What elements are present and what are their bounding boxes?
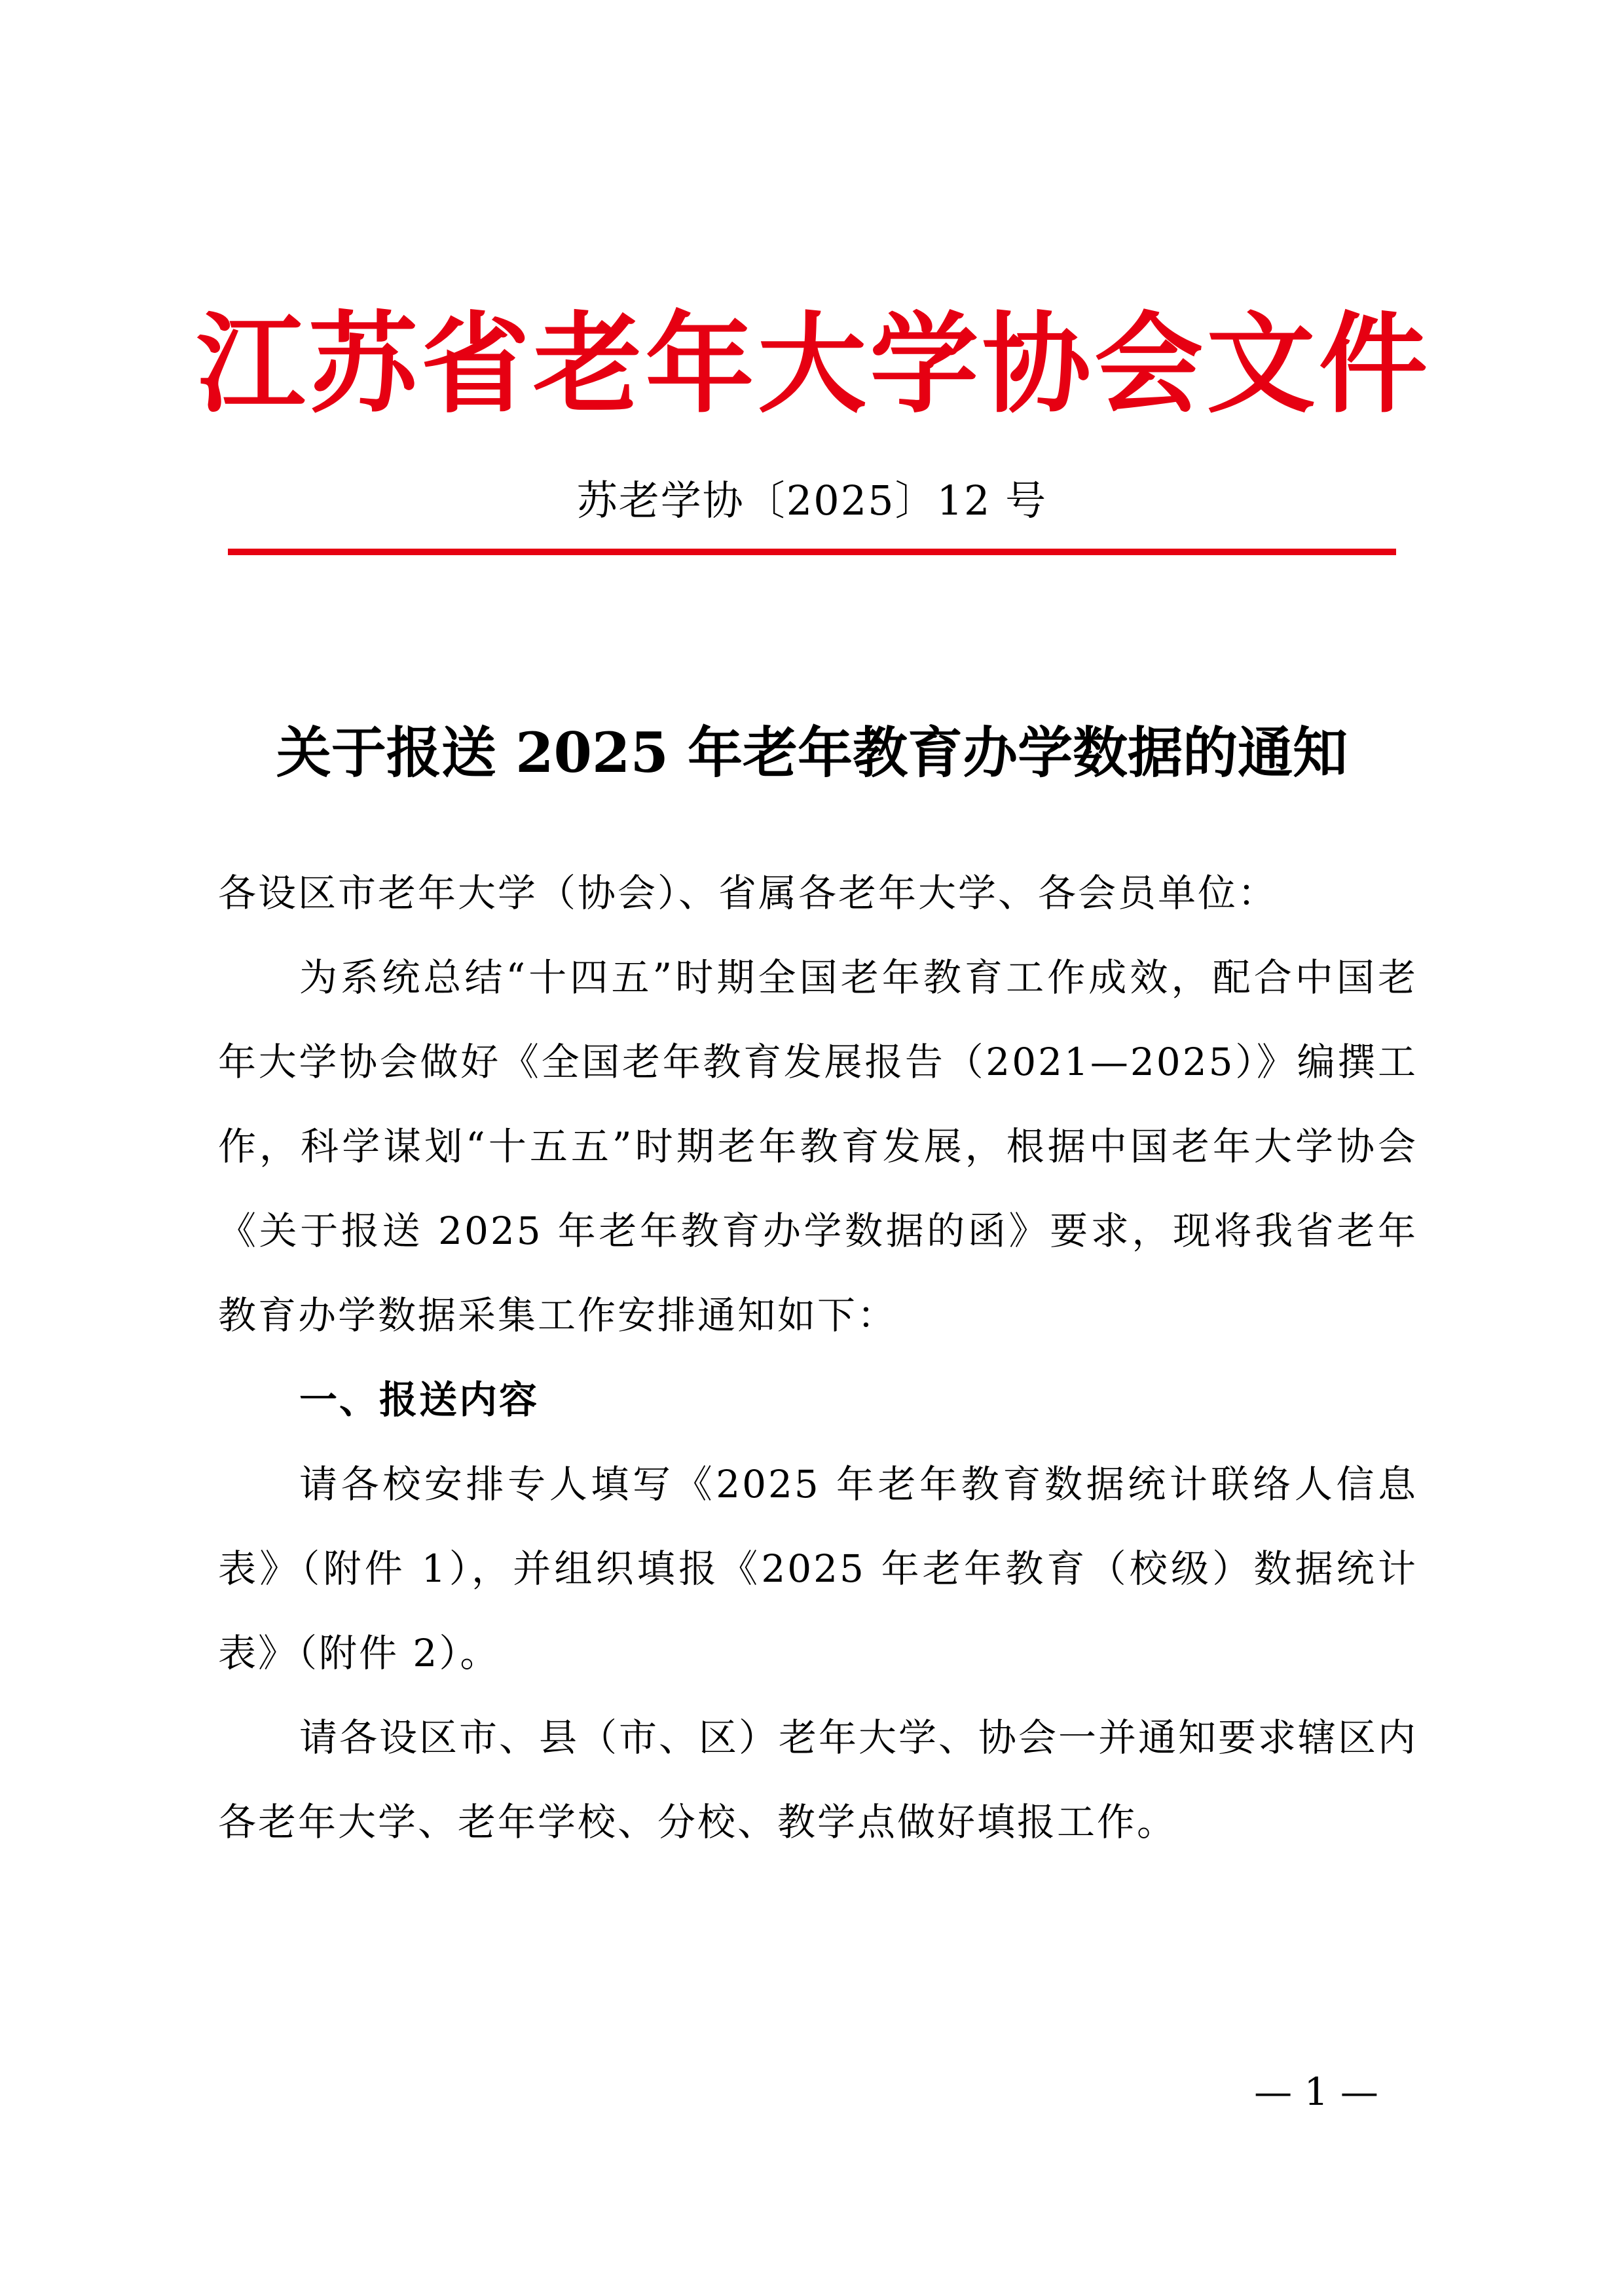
masthead-char: 苏 [308,301,418,428]
salutation: 各设区市老年大学（协会）、省属各老年大学、各会员单位： [218,871,1278,915]
masthead-char: 江 [196,301,305,428]
document-title: 关于报送 2025 年老年教育办学数据的通知 [276,720,1348,785]
page-number: — 1 — [1254,2069,1378,2114]
masthead-char: 年 [645,301,754,428]
masthead-char: 省 [420,301,530,428]
masthead-char: 大 [757,301,866,428]
document-number: 苏老学协〔2025〕12 号 [576,477,1048,524]
masthead [196,296,1428,433]
red-divider-rule [228,549,1396,555]
masthead-char: 文 [1206,301,1316,428]
masthead-char: 会 [1094,301,1204,428]
masthead-char: 老 [533,301,642,428]
document-body [218,851,1418,1865]
masthead-char: 协 [982,301,1091,428]
section-paragraph: 请各校安排专人填写《2025 年老年教育数据统计联络人信息表》（附件 1），并组织填报《2025 年老年教育（校级）数据统计表》（附件 2）。 [218,1462,1418,1675]
intro-paragraph: 为系统总结“十四五”时期全国老年教育工作成效，配合中国老年大学协会做好《全国老年教育发展报告（2021—2025）》编撰工作，科学谋划“十五五”时期老年教育发展，根据中国老年大学协会《关于报送 2025 年老年教育办学数据的函》要求，现将我省老年教育办学数据采集工作安排通知如下： [218,955,1418,1338]
masthead-char: 学 [870,301,979,428]
section-heading: 一、报送内容 [299,1377,540,1422]
section-paragraph: 请各设区市、县（市、区）老年大学、协会一并通知要求辖区内各老年大学、老年学校、分校、教学点做好填报工作。 [218,1715,1418,1844]
masthead-char: 件 [1318,301,1428,428]
